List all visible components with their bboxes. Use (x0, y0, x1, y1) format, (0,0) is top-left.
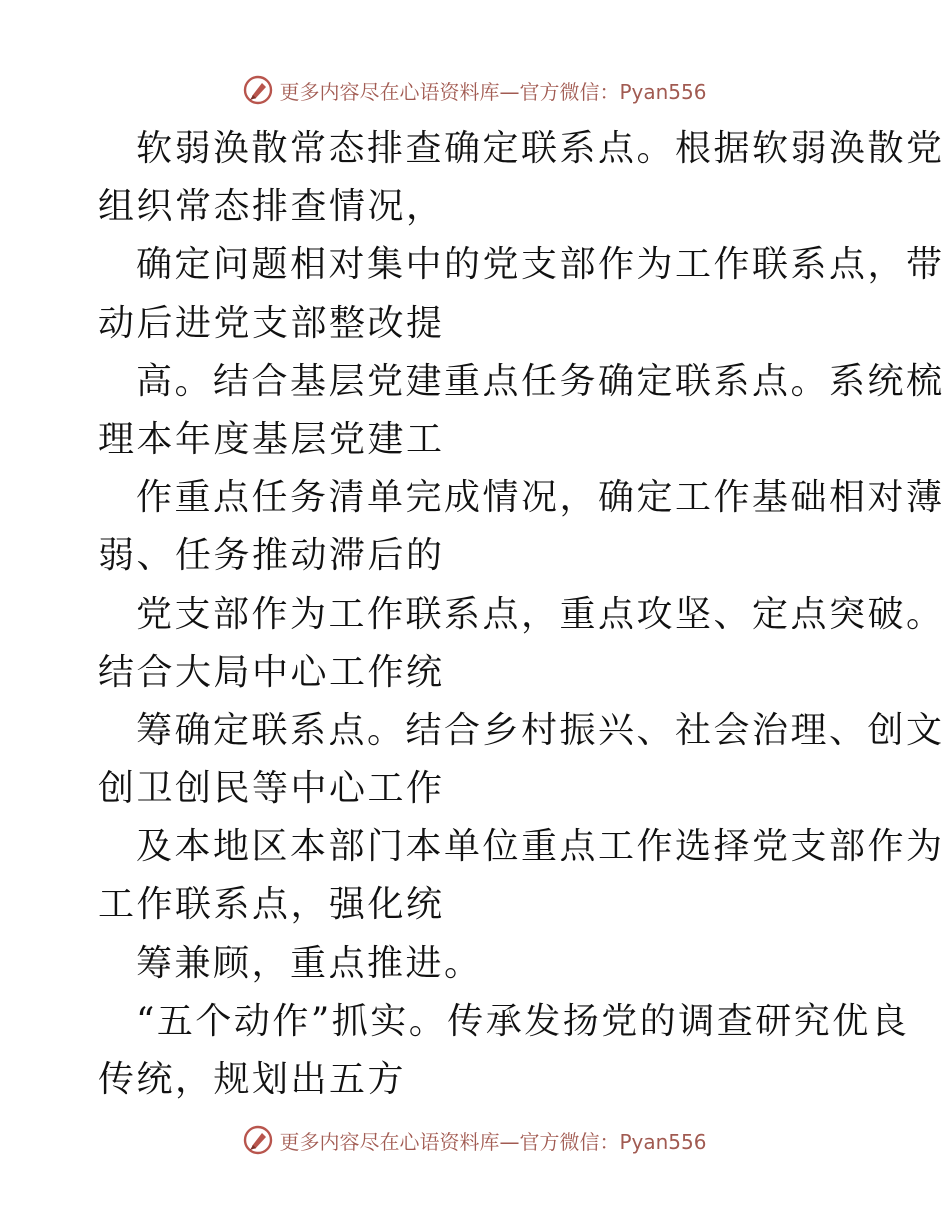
paragraph-line: 动后进党支部整改提 (98, 302, 445, 344)
header-banner-text: 更多内容尽在心语资料库—官方微信：Pyan556 (279, 79, 707, 104)
paragraph-line: 软弱涣散常态排查确定联系点。根据软弱涣散党 (136, 128, 945, 169)
pen-nib-logo-icon (243, 75, 273, 105)
paragraph-line: 传统，规划出五方 (98, 1059, 407, 1100)
paragraph-line: 党支部作为工作联系点，重点攻坚、定点突破。 (136, 593, 945, 635)
paragraph-line: 作重点任务清单完成情况，确定工作基础相对薄 (136, 477, 945, 519)
paragraph-line: 筹确定联系点。结合乡村振兴、社会治理、创文 (136, 709, 945, 751)
footer-watermark-banner (0, 1122, 950, 1158)
header-watermark-banner (0, 72, 950, 108)
footer-banner-text: 更多内容尽在心语资料库—官方微信：Pyan556 (279, 1129, 707, 1154)
paragraph-line: 组织常态排查情况， (98, 186, 445, 228)
paragraph-line: 弱、任务推动滞后的 (98, 535, 445, 577)
paragraph-line: “五个动作”抓实。传承发扬党的调查研究优良 (136, 1000, 910, 1042)
paragraph-line: 结合大局中心工作统 (98, 651, 445, 693)
document-body (98, 120, 945, 1109)
paragraph-line: 理本年度基层党建工 (98, 418, 445, 460)
paragraph-line: 确定问题相对集中的党支部作为工作联系点，带 (136, 244, 945, 286)
paragraph-line: 及本地区本部门本单位重点工作选择党支部作为 (136, 826, 945, 868)
paragraph-line: 工作联系点，强化统 (98, 884, 445, 926)
pen-nib-logo-icon (243, 1125, 273, 1155)
paragraph-line: 创卫创民等中心工作 (98, 768, 445, 810)
paragraph-line: 筹兼顾，重点推进。 (136, 942, 483, 984)
paragraph-line: 高。结合基层党建重点任务确定联系点。系统梳 (136, 360, 945, 402)
